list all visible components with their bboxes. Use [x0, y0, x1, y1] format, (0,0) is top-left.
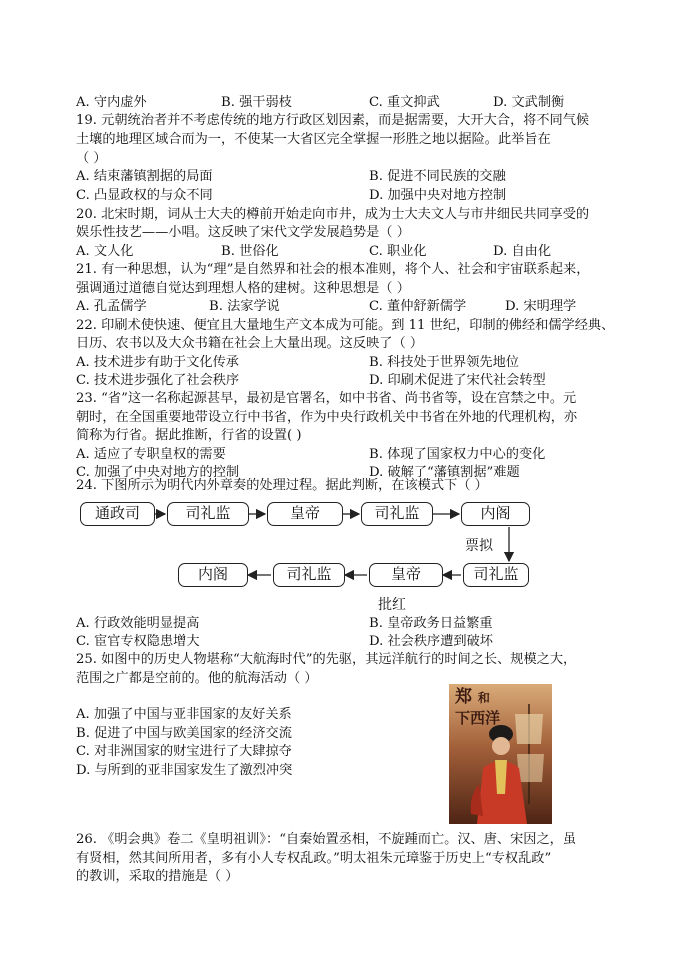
q21-option-c: C. 董仲舒新儒学 — [369, 299, 467, 314]
flow-box-emperor-2: 皇帝 — [369, 563, 443, 587]
flow-box-tongzhengsi: 通政司 — [80, 502, 155, 526]
q19-option-c: C. 凸显政权的与众不同 — [76, 188, 213, 203]
q25-option-c: C. 对非洲国家的财宝进行了大肆掠夺 — [76, 744, 292, 759]
q22-option-d: D. 印刷术促进了宋代社会转型 — [369, 373, 546, 388]
q26-stem-line3: 的教训，采取的措施是（ ） — [76, 869, 239, 884]
q25-option-d: D. 与所到的亚非国家发生了激烈冲突 — [76, 763, 293, 778]
q19-stem-line3: （ ） — [76, 151, 107, 166]
q23-option-b: B. 体现了国家权力中心的变化 — [369, 447, 546, 462]
q23-stem-line1: 23. “省”这一名称起源甚早，最初是官署名，如中书省、尚书省等，设在宫禁之中。元 — [76, 391, 577, 406]
q24-option-c: C. 宦官专权隐患增大 — [76, 634, 200, 649]
q25-stem-line1: 25. 如图中的历史人物堪称“大航海时代”的先驱，其远洋航行的时间之长、规模之大， — [76, 652, 577, 667]
flow-box-neige-2: 内阁 — [178, 563, 248, 587]
q18-option-d: D. 文武制衡 — [493, 95, 565, 110]
q21-stem-line2: 强调通过道德自觉达到理想人格的建树。这种思想是（ ） — [76, 281, 410, 296]
q22-stem-line2: 日历、农书以及大众书籍在社会上大量出现。这反映了（ ） — [76, 336, 424, 351]
q20-stem-line2: 娱乐性技艺——小唱。这反映了宋代文学发展趋势是（ ） — [76, 225, 410, 240]
q22-option-c: C. 技术进步强化了社会秩序 — [76, 373, 240, 388]
q23-stem-line2: 朝时，在全国重要地带设立行中书省，作为中央行政机关中书省在外地的代理机构，亦 — [76, 410, 578, 425]
q19-option-d: D. 加强中央对地方控制 — [369, 188, 507, 203]
q23-stem-line3: 简称为行省。据此推断，行省的设置( ) — [76, 428, 302, 443]
q24-option-d: D. 社会秩序遭到破坏 — [369, 634, 493, 649]
q24-option-b: B. 皇帝政务日益繁重 — [369, 616, 493, 631]
flow-box-silijian-4: 司礼监 — [463, 563, 529, 587]
q20-option-a: A. 文人化 — [76, 244, 134, 259]
zheng-he-voyage-image — [449, 684, 552, 824]
q21-option-a: A. 孔孟儒学 — [76, 299, 147, 314]
q20-option-d: D. 自由化 — [493, 244, 552, 259]
q18-option-c: C. 重文抑武 — [369, 95, 440, 110]
q19-option-b: B. 促进不同民族的交融 — [369, 169, 506, 184]
flow-box-silijian-1: 司礼监 — [167, 502, 249, 526]
label-pihong: 批红 — [378, 597, 406, 613]
q19-stem-line1: 19. 元朝统治者并不考虑传统的地方行政区划因素，而是据需要，大开大合，将不同气候 — [76, 113, 590, 128]
q21-option-d: D. 宋明理学 — [505, 299, 577, 314]
q20-stem-line1: 20. 北宋时期，词从士大夫的樽前开始走向市井，成为士大夫文人与市井细民共同享受的 — [76, 207, 590, 222]
q22-option-a: A. 技术进步有助于文化传承 — [76, 355, 239, 370]
q25-stem-line2: 范围之广都是空前的。他的航海活动（ ） — [76, 671, 318, 686]
q19-option-a: A. 结束藩镇割据的局面 — [76, 169, 213, 184]
label-piaoni: 票拟 — [465, 538, 493, 554]
q21-option-b: B. 法家学说 — [209, 299, 280, 314]
q19-stem-line2: 土壤的地理区域合而为一，不使某一大省区完全掌握一形胜之地以据险。此举旨在 — [76, 132, 551, 147]
q24-stem: 24. 下图所示为明代内外章奏的处理过程。据此判断，在该模式下（ ） — [76, 478, 488, 493]
flow-box-silijian-3: 司礼监 — [273, 563, 345, 587]
q23-option-a: A. 适应了专职皇权的需要 — [76, 447, 226, 462]
q26-stem-line2: 有贤相，然其间所用者，多有小人专权乱政。”明太祖朱元璋鉴于历史上“专权乱政” — [76, 851, 552, 866]
image-title-top: 郑 和 — [455, 687, 490, 707]
q18-option-b: B. 强干弱枝 — [221, 95, 292, 110]
flow-box-emperor-1: 皇帝 — [267, 502, 343, 526]
q22-option-b: B. 科技处于世界领先地位 — [369, 355, 519, 370]
q21-stem-line1: 21. 有一种思想，认为“理”是自然界和社会的根本准则，将个人、社会和宇宙联系起来， — [76, 262, 590, 277]
q25-option-b: B. 促进了中国与欧美国家的经济交流 — [76, 726, 292, 741]
q25-option-a: A. 加强了中国与亚非国家的友好关系 — [76, 707, 292, 722]
q20-option-c: C. 职业化 — [369, 244, 427, 259]
q20-option-b: B. 世俗化 — [221, 244, 279, 259]
flow-box-silijian-2: 司礼监 — [361, 502, 433, 526]
flow-box-neige-1: 内阁 — [461, 502, 530, 526]
q18-option-a: A. 守内虚外 — [76, 95, 147, 110]
image-title-bottom: 下西洋 — [455, 709, 501, 727]
q23-option-c: C. 加强了中央对地方的控制 — [76, 465, 240, 480]
q22-stem-line1: 22. 印刷术使快速、便宜且大量地生产文本成为可能。到 11 世纪，印制的佛经和儒学经典、 — [76, 318, 615, 333]
q26-stem-line1: 26. 《明会典》卷二《皇明祖训》：“自秦始置丞相，不旋踵而亡。汉、唐、宋因之，虽 — [76, 832, 577, 847]
q23-option-d: D. 破解了“藩镇割据”难题 — [369, 465, 520, 480]
q24-option-a: A. 行政效能明显提高 — [76, 616, 200, 631]
